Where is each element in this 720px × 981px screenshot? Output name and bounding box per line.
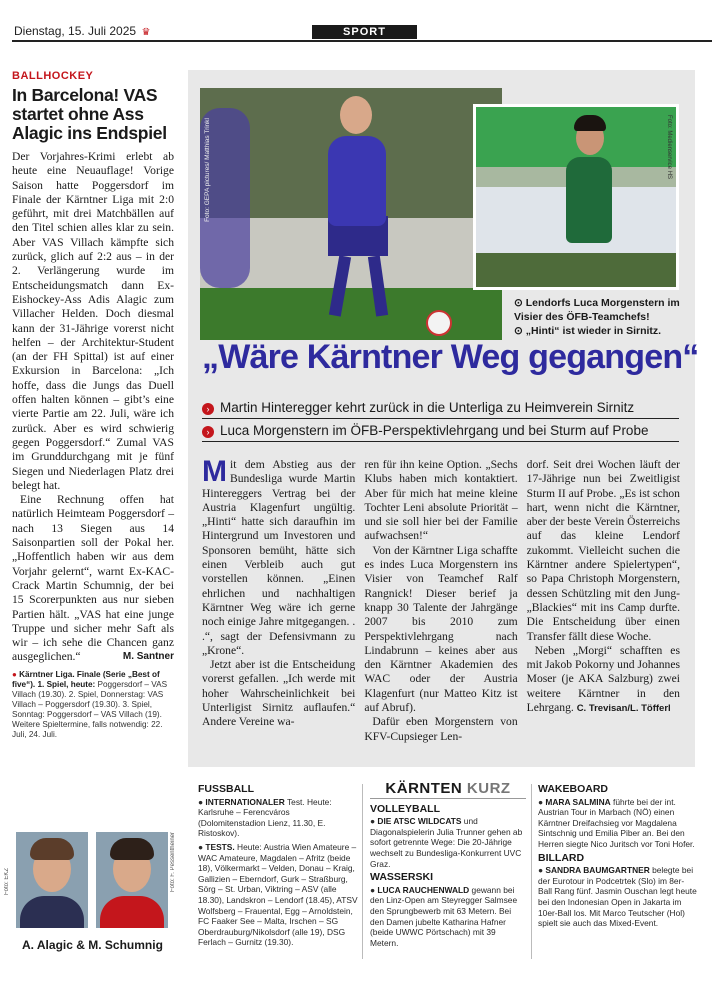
league-schedule: ● Kärntner Liga. Finale (Serie „Best of five“). 1. Spiel, heute: Poggersdorf – VAS Villach (19.30). 2. Spiel, Donnerstag: VAS Villach – Poggersdorf (19.30). 3. Spiel, Sonntag: Poggersdorf – VAS Villach (19). Weitere Spieltermine, falls notwendig: 22. Juli, 24. Juli.: [12, 669, 168, 739]
left-kicker: BALLHOCKEY: [12, 70, 94, 82]
article-column: Mit dem Abstieg aus der Bundesliga wurde Martin Hintereggers Vertrag bei der Austria Klagenfurt ungültig. „Hinti“ hatte sich daraufhin im Hintergrund um Investoren und Sponsoren bemüht, hätte sich einen Verbleib auch gut vorstellen können. „Einen ehrlichen und nachhaltigen Kärntner Weg wäre ich gerne noch einige Jahre mitgegangen. . .“, sagt der Defensivmann zu „Krone“. Jetzt aber ist die Entscheidung vorerst gefallen. „Ich werde mit hoher Wahrscheinlichkeit bei Unterligist Sirnitz auflaufen.“ Andere Vereine wa-: [202, 455, 356, 729]
news-category: WAKEBOARD: [538, 783, 608, 795]
news-category: BILLARD: [538, 851, 585, 864]
photo-caption: ⊙ Lendorfs Luca Morgenstern im Visier des ÖFB-Teamchefs! ⊙ „Hinti“ ist wieder in Sirnitz.: [514, 297, 680, 337]
section-label: SPORT: [312, 25, 417, 39]
crown-icon: ♛: [141, 27, 151, 38]
arrow-icon: ›: [202, 403, 214, 415]
portrait-schumnig: [96, 832, 168, 928]
arrow-icon: ›: [202, 426, 214, 438]
news-item: ● SANDRA BAUMGARTNER belegte bei der Eurotour in Podcetrtek (Slo) im 8er-Ball Rang fünf. Jasmin Ouschan legt heute bei den Indonesian Open in Jakarta im 10er-Ball los. Mit Marco Teutscher (Hol) spielt sie auch das Mixed-Event.: [538, 865, 697, 929]
article-column: dorf. Seit drei Wochen läuft der 17-Jährige nun bei Zweitligist Sturm II auf Probe. „Es ist schon hart, wenn nicht die Kärntner, aber der beste Verein Österreichs auf das kleine Lendorf zukommt. Vielleicht suchen die Kärntner andere Spielertypen“, so Papa Christoph Morgenstern, dessen Schützling mit den Jung-„Blackies“ mit ins Camp durfte. Die Entscheidung über einen Transfer fällt diese Woche. Neben „Morgi“ schafften es mit Jakob Pokorny und Johannes Moser (je AKA Salzburg) zwei weitere Kärntner in den Lehrgang. C. Trevisan/L. Töfferl: [526, 458, 680, 715]
subheadline: › Luca Morgenstern im ÖFB-Perspektivlehrgang und bei Sturm auf Probe: [202, 423, 679, 442]
photo-credit: Foto: Medienservice HS: [666, 115, 672, 180]
left-body: [12, 150, 174, 665]
main-photo-hinteregger: [200, 88, 502, 340]
left-headline: In Barcelona! VAS startet ohne Ass Alagic ins Endspiel: [12, 85, 167, 143]
inset-photo-morgenstern: [473, 104, 679, 290]
kaernten-kurz: [190, 780, 710, 969]
player-portraits: [4, 828, 178, 948]
circle-arrow-icon: ⊙: [514, 297, 523, 309]
photo-credit: Foto: F. Pessentheiner: [170, 832, 176, 893]
article-columns: [202, 455, 680, 744]
photo-credit: Foto: EKZ: [4, 868, 10, 896]
article-authors: C. Trevisan/L. Töfferl: [576, 703, 671, 715]
left-article: [12, 70, 174, 740]
drop-cap: M: [202, 455, 227, 488]
subheadline: › Martin Hinteregger kehrt zurück in die Unterliga zu Heimverein Sirnitz: [202, 400, 679, 419]
news-item: ● MARA SALMINA führte bei der int. Austrian Tour in Marbach (NÖ) einen Kärntner Dreifachsieg vor Magdalena Sintschnig und Emilia Piber an. Bei den Herren siegte Nico Juritsch vor Toni Hofer.: [538, 796, 695, 849]
news-item: ● INTERNATIONALER Test. Heute: Karlsruhe – Ferencváros (Dolomitenstadion Lienz, 11.30, E. Ristoskov).: [198, 796, 332, 839]
news-category: VOLLEYBALL: [370, 802, 440, 815]
portraits-caption: A. Alagic & M. Schumnig: [22, 938, 163, 952]
kurz-title: KÄRNTEN KURZ: [370, 784, 526, 799]
news-category: WASSERSKI: [370, 871, 434, 884]
news-item: ● DIE ATSC WILDCATS und Diagonalspielerin Julia Trunner gehen ab sofort getrennte Wege: Die 20-Jährige wechselt zu Bundesliga-Konkurrent UVC Graz.: [370, 816, 523, 869]
news-column-fussball: [198, 784, 358, 951]
main-article-panel: [188, 70, 699, 767]
page-header: [12, 22, 712, 42]
news-column-middle: [370, 780, 526, 951]
bullet-icon: ●: [12, 669, 17, 679]
football-icon: [426, 310, 452, 336]
news-category: FUSSBALL: [198, 783, 254, 795]
left-paragraph: Der Vorjahres-Krimi erlebt ab heute eine Neuauflage! Vorige Saison hatte Poggersdorf im Finale der Kärntner Liga mit 2:0 geführt, mit drei Matchbällen auf den Titel schien alles klar zu sein. Aber VAS Villach kämpfte sich zurück, glich auf 2:2 aus – in der 2. Verlängerung wurde im Entscheidungsmatch dann Ex-Eishockey-Ass Adis Alagic zum Villacher Helden. Doch diesmal kann der 31-Jährige vorerst nicht helfen – der Architektur-Student (an der FH Spittal) ist auf einer Exkursion in Barcelona: „Ich hoffe, dass die Jungs das Duell offen halten können – gibt’s eine vierte Partie am 22. Juli, wäre ich zurück. Aber es wird schwierig gegen Poggersdorf.“ Zumal VAS im Grunddurchgang mit je fünf Siegen und Niederlagen Platz drei belegt hat.: [12, 150, 174, 492]
issue-date: Dienstag, 15. Juli 2025 ♛: [14, 24, 151, 38]
news-item: ● LUCA RAUCHENWALD gewann bei den Linz-Open am Steyregger Salmsee den Sprungbewerb mit 63 Metern. Bei den Damen jubelte Katharina Hafner (beide UWWC Pörtschach) mit 39 Metern.: [370, 884, 518, 948]
main-headline: „Wäre Kärntner Weg gegangen“: [202, 338, 699, 376]
news-column-right: [538, 784, 698, 932]
circle-arrow-icon: ⊙: [514, 325, 523, 337]
photo-credit: Foto: GEPA pictures/ Matthias Trinkl: [204, 118, 211, 222]
left-author: M. Santner: [122, 651, 174, 663]
portrait-alagic: [16, 832, 88, 928]
left-paragraph: Eine Rechnung offen hat natürlich Heimteam Poggersdorf – nach 13 Siegen aus 14 Saisonpartien soll der Pokal her. „Hoffentlich haben wir aus dem Vorjahr gelernt“, warnt Ex-KAC-Crack Martin Schumnig, der bei 15 Scorerpunkten aus nur sieben Partien hält. „VAS hat eine junge Truppe und sicher mehr Saft als wir – ich sehe die Chancen ganz ausgeglichen.“ M. Santner: [12, 493, 174, 664]
news-item: ● TESTS. Heute: Austria Wien Amateure – WAC Amateure, Magdalen – Afritz (beide 18), Völkermarkt – Velden, Donau – Kraig, Gallizien – Eberndorf, Gurk – Straßburg, Sörg – St. Urban, Viktring – ASV (alle 18.30), Landskron – Lendorf (18.45), ATSV Wolfsberg – Frauental, Egg – Arnoldstein, FC Faaker See – Malta, Irschen – SG Oberdrauburg/Nikolsdorf (alle 19), DSG Ferlach – Gurnitz (19.30).: [198, 841, 358, 948]
article-column: ren für ihn keine Option. „Sechs Klubs haben mich kontaktiert. Aber für mich hat meine kleine Tochter Leni absolute Priorität – und sie soll hier bei der Familie aufwachsen!“ Von der Kärntner Liga schaffte es indes Luca Morgenstern ins Visier von Teamchef Ralf Rangnick! Dieser berief ja knapp 30 Talente der Jahrgänge 2007 bis 2010 zum Perspektivlehrgang nach Lindabrunn – keines aber aus den Kärntner Akademien des WAC oder der Austria Klagenfurt (nur Matteo Kitz ist auf Abruf). Dafür eben Morgenstern von KFV-Cupsieger Len-: [364, 458, 518, 743]
